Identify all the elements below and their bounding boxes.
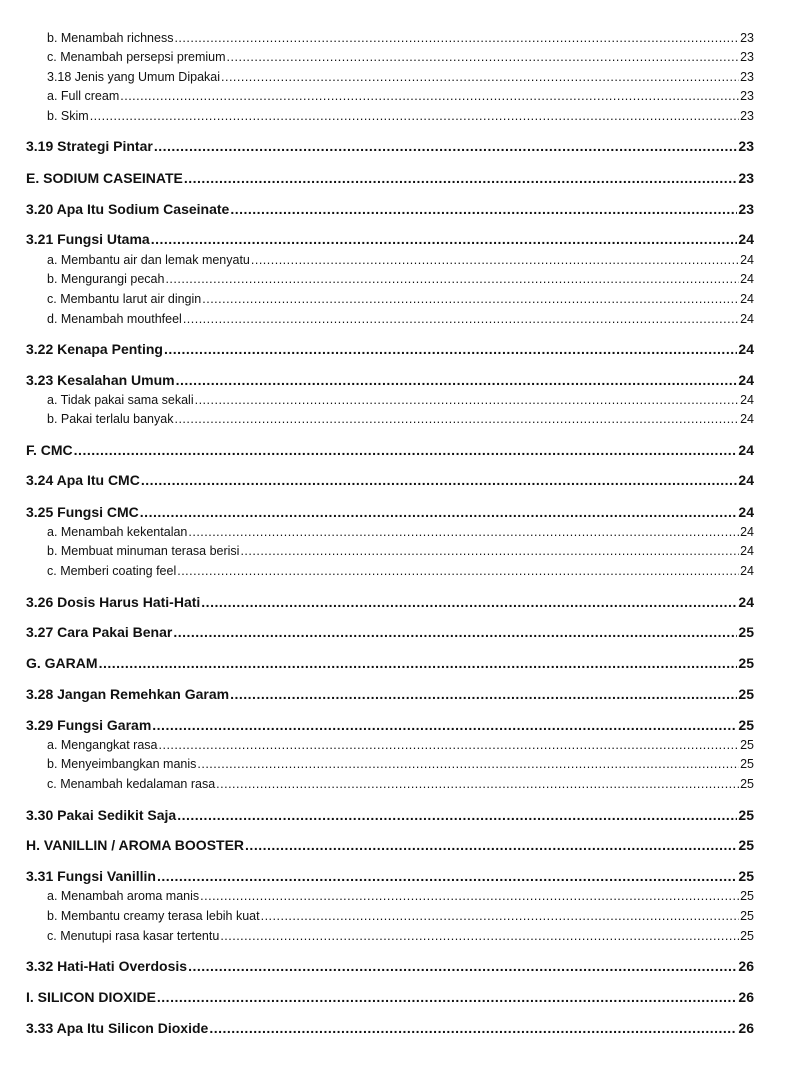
toc-entry-title: 3.22 Kenapa Penting (26, 341, 163, 357)
toc-entry-title: 3.18 Jenis yang Umum Dipakai (47, 70, 220, 84)
toc-heading-entry (26, 958, 754, 978)
toc-dot-leader (174, 31, 739, 45)
toc-dot-leader (240, 544, 739, 558)
toc-page-number: 23 (738, 201, 754, 217)
toc-entry-title: b. Menambah richness (47, 31, 174, 45)
toc-dot-leader (197, 757, 739, 771)
toc-heading-entry (26, 201, 754, 221)
toc-dot-leader (140, 504, 738, 520)
toc-entry-title: 3.21 Fungsi Utama (26, 231, 150, 247)
toc-entry-title: b. Pakai terlalu banyak (47, 412, 174, 426)
toc-page-number: 23 (740, 70, 754, 84)
toc-heading-entry (26, 442, 754, 462)
toc-dot-leader (230, 686, 737, 702)
toc-entry-title: b. Menyeimbangkan manis (47, 757, 197, 771)
toc-entry-title: b. Membuat minuman terasa berisi (47, 544, 240, 558)
toc-entry-title: 3.23 Kesalahan Umum (26, 372, 175, 388)
toc-page-number: 23 (738, 138, 754, 154)
toc-heading-entry (26, 624, 754, 644)
toc-heading-entry (26, 686, 754, 706)
toc-heading-entry (26, 372, 754, 392)
toc-dot-leader (141, 472, 738, 488)
toc-dot-leader (157, 989, 738, 1005)
toc-dot-leader (177, 564, 739, 578)
toc-page-number: 24 (740, 525, 754, 539)
toc-heading-entry (26, 989, 754, 1009)
toc-page-number: 25 (738, 717, 754, 733)
toc-dot-leader (177, 807, 737, 823)
toc-page-number: 24 (738, 372, 754, 388)
toc-entry-title: a. Full cream (47, 89, 120, 103)
toc-page-number: 24 (740, 253, 754, 267)
toc-entry-title: 3.27 Cara Pakai Benar (26, 624, 173, 640)
toc-heading-entry (26, 138, 754, 158)
toc-entry-title: d. Menambah mouthfeel (47, 312, 182, 326)
toc-dot-leader (90, 109, 739, 123)
toc-entry-title: H. VANILLIN / AROMA BOOSTER (26, 837, 245, 853)
toc-page-number: 23 (740, 31, 754, 45)
toc-page-number: 25 (738, 868, 754, 884)
toc-entry-title: a. Tidak pakai sama sekali (47, 393, 194, 407)
toc-dot-leader (216, 777, 739, 791)
toc-entry-title: 3.24 Apa Itu CMC (26, 472, 140, 488)
toc-entry-title: 3.25 Fungsi CMC (26, 504, 139, 520)
toc-page-number: 25 (740, 777, 754, 791)
toc-dot-leader (221, 70, 739, 84)
toc-dot-leader (188, 958, 737, 974)
toc-entry-title: b. Skim (47, 109, 89, 123)
toc-page-number: 25 (738, 655, 754, 671)
toc-subentry (47, 564, 754, 582)
toc-entry-title: b. Membantu creamy terasa lebih kuat (47, 909, 260, 923)
toc-entry-title: 3.29 Fungsi Garam (26, 717, 152, 733)
toc-entry-title: a. Mengangkat rasa (47, 738, 158, 752)
toc-page-number: 24 (738, 472, 754, 488)
toc-heading-entry (26, 837, 754, 857)
toc-dot-leader (99, 655, 738, 671)
toc-heading-entry (26, 655, 754, 675)
toc-page-number: 25 (740, 738, 754, 752)
toc-subentry (47, 525, 754, 543)
toc-subentry (47, 777, 754, 795)
toc-entry-title: F. CMC (26, 442, 73, 458)
toc-page-number: 24 (740, 564, 754, 578)
toc-dot-leader (261, 909, 739, 923)
toc-entry-title: 3.32 Hati-Hati Overdosis (26, 958, 188, 974)
toc-page-number: 25 (740, 909, 754, 923)
toc-entry-title: 3.33 Apa Itu Silicon Dioxide (26, 1020, 209, 1036)
toc-page-number: 25 (738, 837, 754, 853)
toc-dot-leader (245, 837, 737, 853)
toc-dot-leader (200, 889, 739, 903)
toc-dot-leader (183, 312, 739, 326)
toc-subentry (47, 412, 754, 430)
toc-entry-title: c. Menambah persepsi premium (47, 50, 226, 64)
toc-subentry (47, 393, 754, 411)
toc-dot-leader (184, 170, 738, 186)
toc-subentry (47, 70, 754, 88)
toc-entry-title: 3.31 Fungsi Vanillin (26, 868, 156, 884)
toc-dot-leader (230, 201, 737, 217)
toc-page-number: 24 (740, 272, 754, 286)
toc-dot-leader (159, 738, 740, 752)
toc-subentry (47, 292, 754, 310)
toc-dot-leader (164, 341, 737, 357)
toc-subentry (47, 544, 754, 562)
toc-page-number: 25 (738, 686, 754, 702)
toc-heading-entry (26, 1020, 754, 1040)
toc-page-number: 24 (740, 292, 754, 306)
toc-page-number: 25 (738, 624, 754, 640)
toc-heading-entry (26, 472, 754, 492)
toc-subentry (47, 929, 754, 947)
toc-dot-leader (174, 412, 739, 426)
toc-entry-title: 3.30 Pakai Sedikit Saja (26, 807, 177, 823)
toc-entry-title: 3.19 Strategi Pintar (26, 138, 153, 154)
toc-heading-entry (26, 341, 754, 361)
toc-page-number: 25 (740, 929, 754, 943)
toc-page-number: 23 (740, 89, 754, 103)
toc-page-number: 23 (738, 170, 754, 186)
toc-dot-leader (152, 717, 737, 733)
toc-subentry (47, 31, 754, 49)
toc-subentry (47, 109, 754, 127)
toc-entry-title: I. SILICON DIOXIDE (26, 989, 156, 1005)
toc-page-number: 23 (740, 109, 754, 123)
toc-heading-entry (26, 231, 754, 251)
toc-entry-title: 3.20 Apa Itu Sodium Caseinate (26, 201, 230, 217)
toc-dot-leader (195, 393, 739, 407)
toc-entry-title: a. Membantu air dan lemak menyatu (47, 253, 250, 267)
toc-entry-title: a. Menambah aroma manis (47, 889, 200, 903)
toc-entry-title: c. Membantu larut air dingin (47, 292, 202, 306)
toc-subentry (47, 253, 754, 271)
toc-entry-title: c. Menutupi rasa kasar tertentu (47, 929, 220, 943)
toc-page-number: 25 (738, 807, 754, 823)
toc-dot-leader (154, 138, 738, 154)
toc-subentry (47, 738, 754, 756)
toc-page-number: 25 (740, 889, 754, 903)
toc-page-number: 24 (738, 341, 754, 357)
toc-page-number: 24 (740, 412, 754, 426)
toc-entry-title: b. Mengurangi pecah (47, 272, 165, 286)
toc-page-number: 26 (738, 1020, 754, 1036)
toc-page-number: 24 (740, 544, 754, 558)
toc-dot-leader (176, 372, 738, 388)
toc-dot-leader (227, 50, 740, 64)
toc-entry-title: a. Menambah kekentalan (47, 525, 188, 539)
toc-heading-entry (26, 594, 754, 614)
toc-dot-leader (165, 272, 739, 286)
toc-dot-leader (173, 624, 737, 640)
toc-dot-leader (202, 292, 739, 306)
toc-entry-title: E. SODIUM CASEINATE (26, 170, 183, 186)
toc-page-number: 25 (740, 757, 754, 771)
toc-heading-entry (26, 868, 754, 888)
toc-subentry (47, 50, 754, 68)
toc-entry-title: 3.28 Jangan Remehkan Garam (26, 686, 230, 702)
toc-dot-leader (157, 868, 737, 884)
toc-page-number: 26 (738, 989, 754, 1005)
toc-heading-entry (26, 504, 754, 524)
toc-heading-entry (26, 170, 754, 190)
toc-dot-leader (120, 89, 739, 103)
toc-page-number: 24 (740, 393, 754, 407)
toc-subentry (47, 89, 754, 107)
toc-subentry (47, 889, 754, 907)
toc-dot-leader (251, 253, 739, 267)
toc-subentry (47, 272, 754, 290)
toc-page-number: 24 (738, 231, 754, 247)
toc-subentry (47, 909, 754, 927)
toc-page-number: 26 (738, 958, 754, 974)
toc-entry-title: 3.26 Dosis Harus Hati-Hati (26, 594, 201, 610)
toc-entry-title: G. GARAM (26, 655, 98, 671)
toc-page-number: 24 (738, 504, 754, 520)
toc-entry-title: c. Menambah kedalaman rasa (47, 777, 216, 791)
toc-dot-leader (220, 929, 739, 943)
toc-page-number: 24 (740, 312, 754, 326)
toc-heading-entry (26, 807, 754, 827)
toc-dot-leader (209, 1020, 737, 1036)
toc-page-number: 24 (738, 594, 754, 610)
toc-entry-title: c. Memberi coating feel (47, 564, 177, 578)
toc-dot-leader (188, 525, 739, 539)
toc-heading-entry (26, 717, 754, 737)
toc-dot-leader (151, 231, 738, 247)
toc-subentry (47, 312, 754, 330)
toc-page-number: 24 (738, 442, 754, 458)
toc-subentry (47, 757, 754, 775)
toc-page-number: 23 (740, 50, 754, 64)
toc-dot-leader (201, 594, 737, 610)
toc-dot-leader (74, 442, 738, 458)
